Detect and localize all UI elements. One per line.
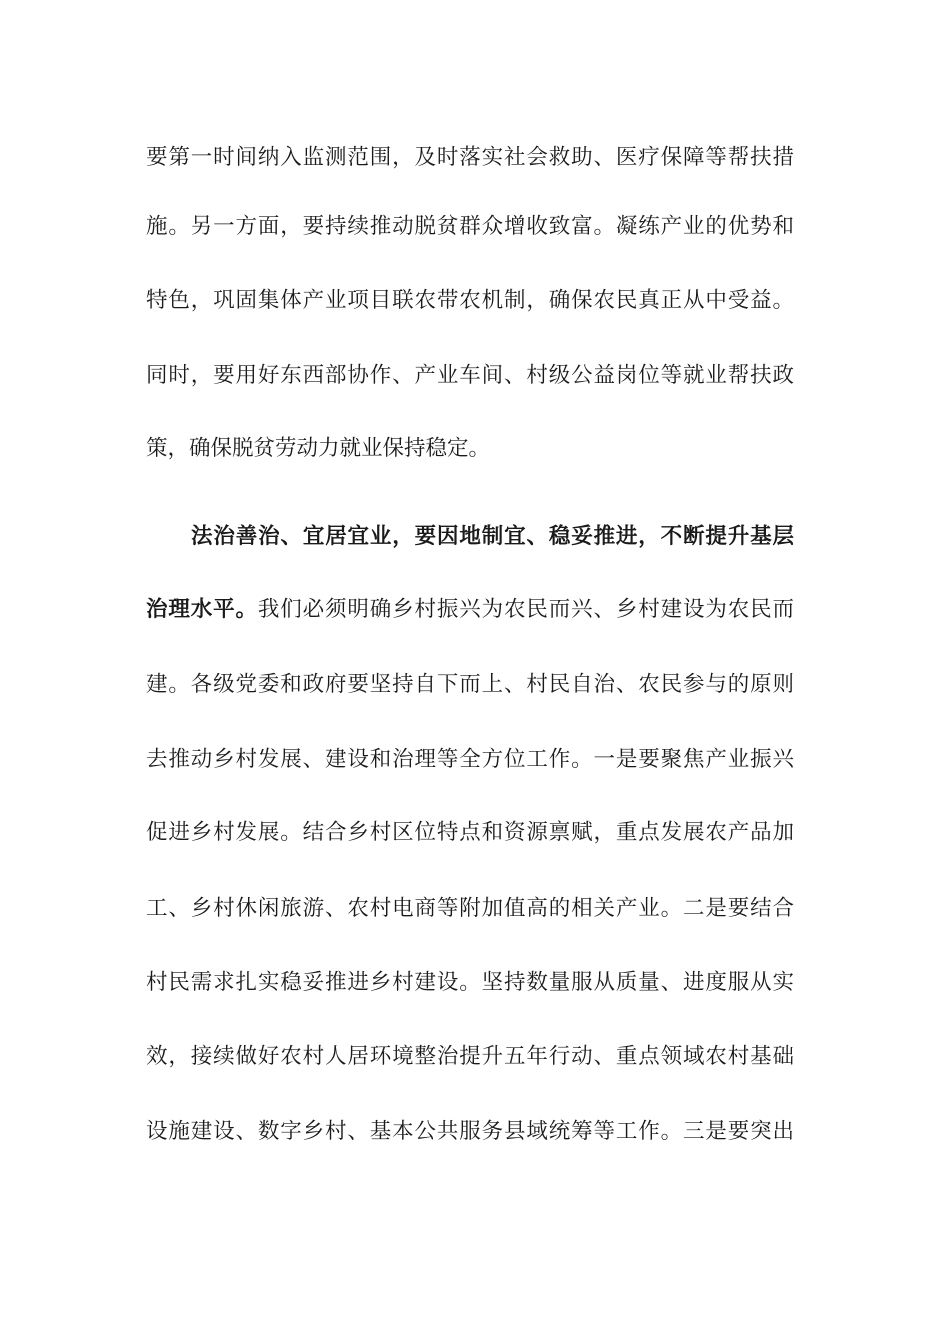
paragraph-heading-line: 法治善治、宜居宜业，要因地制宜、稳妥推进，不断提升基层	[191, 524, 794, 549]
paragraph-line: 特色，巩固集体产业项目联农带农机制，确保农民真正从中受益。	[146, 288, 794, 313]
paragraph-line: 效，接续做好农村人居环境整治提升五年行动、重点领域农村基础	[146, 1044, 794, 1069]
paragraph-line: 设施建设、数字乡村、基本公共服务县域统筹等工作。三是要突出	[146, 1119, 794, 1144]
heading-bold-text: 治理水平。	[146, 597, 258, 622]
paragraph-line: 要第一时间纳入监测范围，及时落实社会救助、医疗保障等帮扶措	[146, 145, 794, 170]
paragraph-text: 我们必须明确乡村振兴为农民而兴、乡村建设为农民而	[257, 597, 794, 622]
paragraph-line: 去推动乡村发展、建设和治理等全方位工作。一是要聚焦产业振兴	[146, 747, 794, 772]
paragraph-line: 村民需求扎实稳妥推进乡村建设。坚持数量服从质量、进度服从实	[146, 970, 794, 995]
paragraph-line: 工、乡村休闲旅游、农村电商等附加值高的相关产业。二是要结合	[146, 896, 794, 921]
paragraph-line: 施。另一方面，要持续推动脱贫群众增收致富。凝练产业的优势和	[146, 214, 794, 239]
paragraph-line: 建。各级党委和政府要坚持自下而上、村民自治、农民参与的原则	[146, 672, 794, 697]
paragraph-line: 同时，要用好东西部协作、产业车间、村级公益岗位等就业帮扶政	[146, 363, 794, 388]
paragraph-line: 策，确保脱贫劳动力就业保持稳定。	[146, 436, 491, 461]
paragraph-line	[146, 595, 794, 625]
paragraph-line: 促进乡村发展。结合乡村区位特点和资源禀赋，重点发展农产品加	[146, 820, 794, 845]
